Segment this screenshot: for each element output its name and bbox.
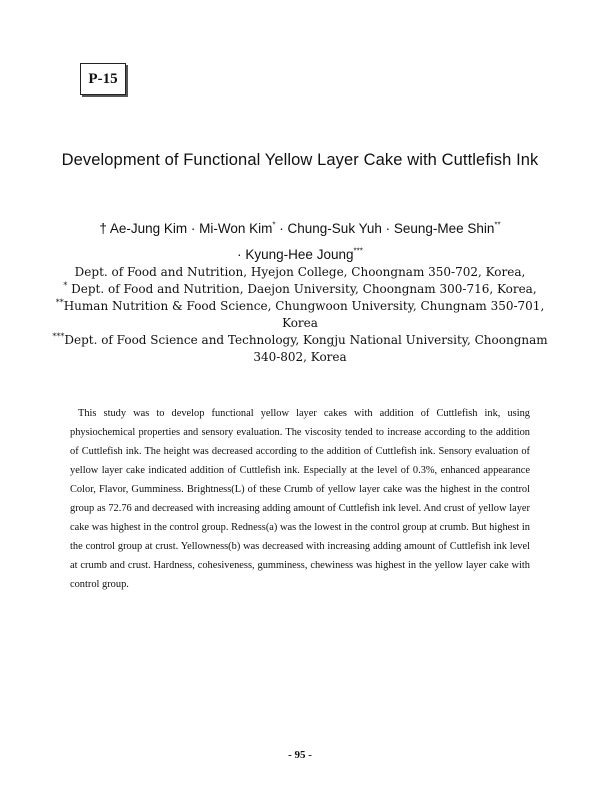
affiliation-4-mark: *** xyxy=(52,332,65,341)
affiliation-4-text: Dept. of Food Science and Technology, Kongju National University, Choongnam 340-802, Korea xyxy=(64,333,548,364)
author-mark-2: ** xyxy=(494,220,501,230)
affiliation-3-text: Human Nutrition & Food Science, Chungwoon University, Chungnam 350-701, Korea xyxy=(63,299,545,330)
corresponding-author-dagger: † xyxy=(99,221,107,236)
paper-title: Development of Functional Yellow Layer Cake with Cuttlefish Ink xyxy=(61,151,539,169)
affiliation-4 xyxy=(50,332,550,366)
author-list xyxy=(40,216,560,268)
affiliation-2-text: Dept. of Food and Nutrition, Daejon University, Choongnam 300-716, Korea, xyxy=(67,282,537,296)
affiliations xyxy=(50,264,550,366)
author-line-1 xyxy=(40,216,560,242)
affiliation-1 xyxy=(50,264,550,281)
author-mark-1: * xyxy=(272,220,276,230)
author-names-1: Ae-Jung Kim · Mi-Won Kim xyxy=(106,221,273,236)
affiliation-3-mark: ** xyxy=(55,298,64,307)
affiliation-2 xyxy=(50,281,550,298)
author-names-3: · Kyung-Hee Joung xyxy=(237,247,354,262)
affiliation-2-mark: * xyxy=(63,281,68,290)
affiliation-1-text: Dept. of Food and Nutrition, Hyejon College, Choongnam 350-702, Korea, xyxy=(74,265,526,279)
author-mark-3: *** xyxy=(353,246,363,256)
author-names-2: · Chung-Suk Yuh · Seung-Mee Shin xyxy=(275,221,495,236)
page-number: - 95 - xyxy=(288,749,312,761)
affiliation-3 xyxy=(50,298,550,332)
poster-label-text: P-15 xyxy=(88,70,118,87)
abstract-paragraph: This study was to develop functional yellow layer cakes with addition of Cuttlefish ink, using physiochemical properties and sensory evaluation. The viscosity tended to increase according to the addition of Cuttlefish ink. The height was decreased according to the addition of Cuttlefish ink. Sensory evaluation of yellow layer cake indicated addition of Cuttlefish ink. Especially at the level of 0.3%, enhanced appearance Color, Flavor, Gumminess. Brightness(L) of these Crumb of yellow layer cake was the highest in the control group as 72.76 and decreased with increasing adding amount of Cuttlefish ink level. And crust of yellow layer cake was highest in the control group. Redness(a) was the lowest in the control group at crumb. But highest in the control group at crust. Yellowness(b) was decreased with increasing adding amount of Cuttlefish ink level at crumb and crust. Hardness, cohesiveness, gumminess, chewiness was highest in the yellow layer cake with control group. xyxy=(70,408,530,590)
poster-label xyxy=(80,63,126,95)
